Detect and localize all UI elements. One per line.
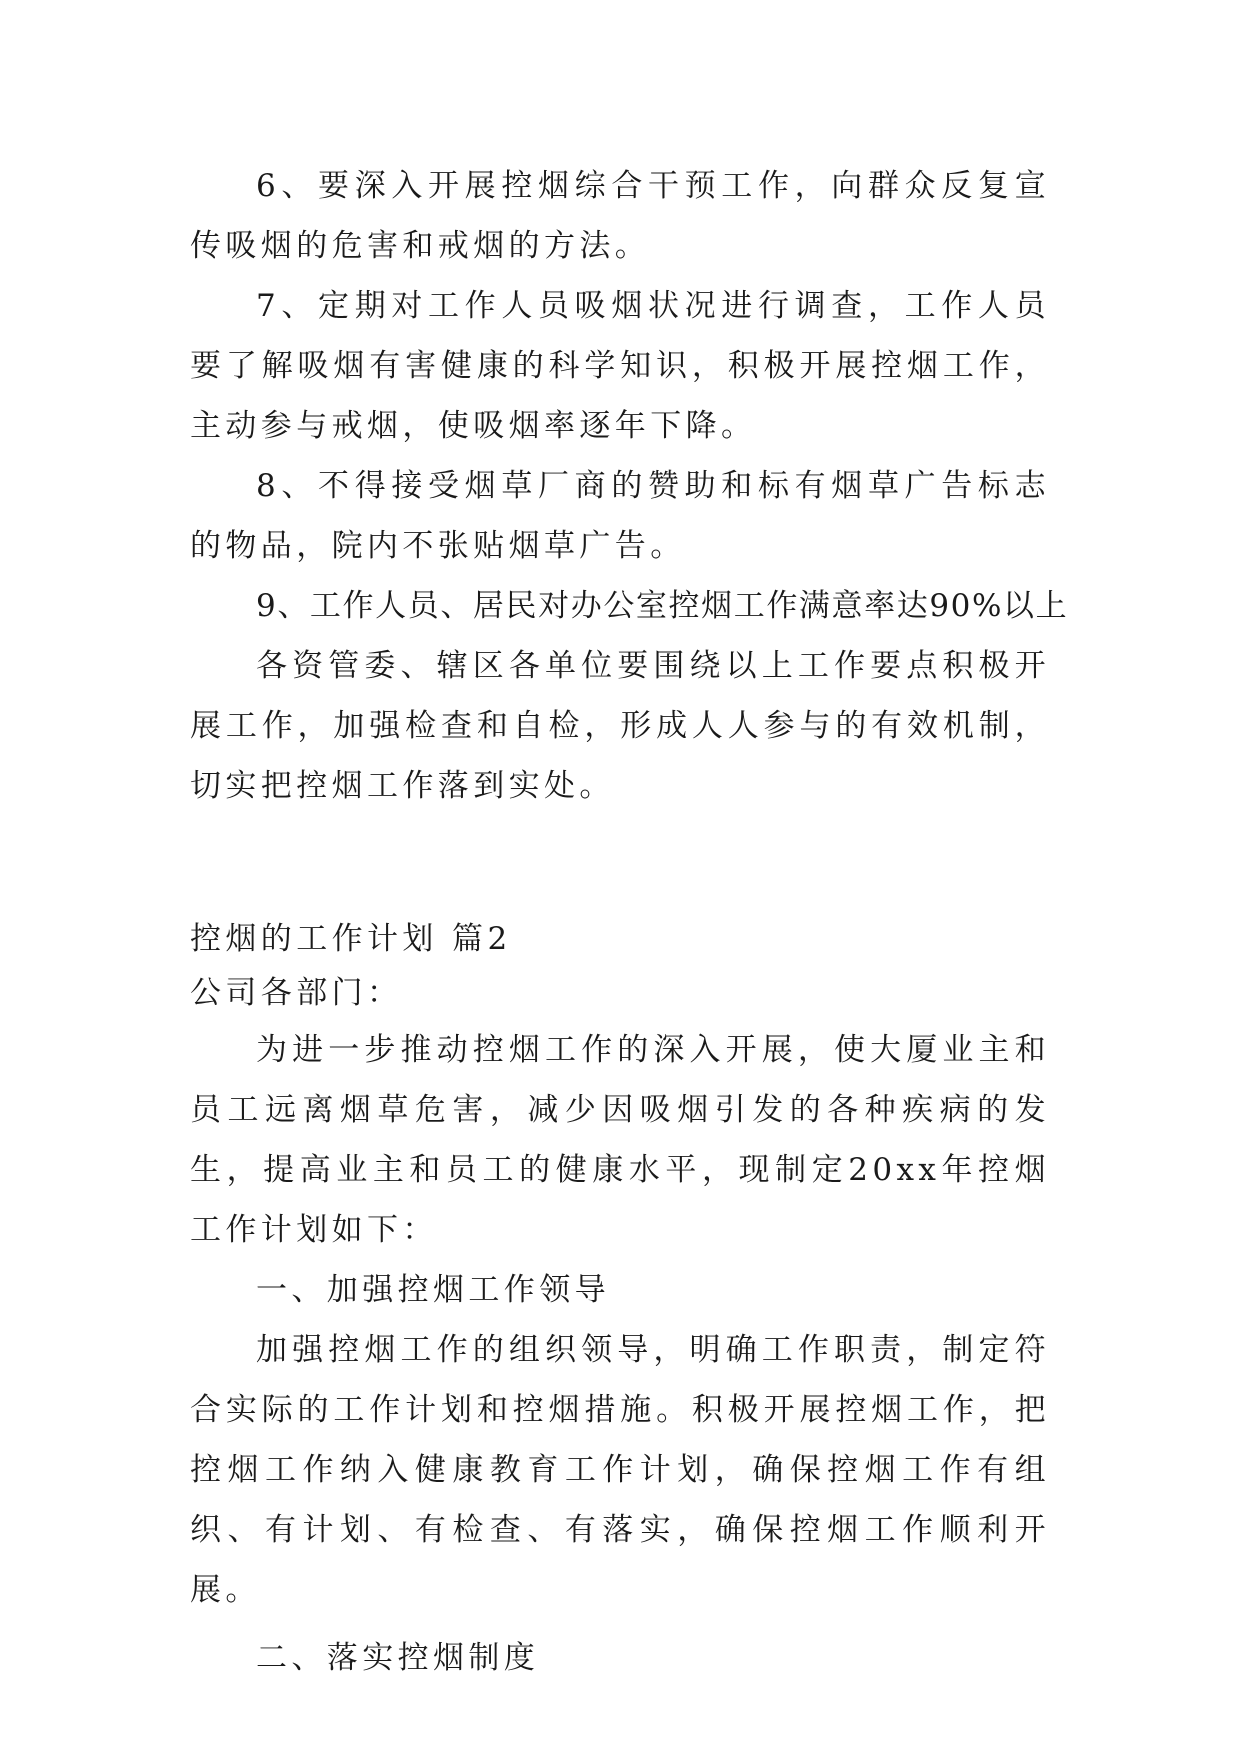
paragraph-item-6: 6、要深入开展控烟综合干预工作，向群众反复宣传吸烟的危害和戒烟的方法。 <box>190 168 1050 264</box>
plan-items-section <box>190 156 1069 816</box>
paragraph-closing: 各资管委、辖区各单位要围绕以上工作要点积极开展工作，加强检查和自检，形成人人参与的有效机制，切实把控烟工作落到实处。 <box>190 648 1050 804</box>
intro-paragraph: 为进一步推动控烟工作的深入开展，使大厦业主和员工远离烟草危害，减少因吸烟引发的各种疾病的发生，提高业主和员工的健康水平，现制定20xx年控烟工作计划如下： <box>190 1032 1050 1248</box>
section-2 <box>190 912 1050 1688</box>
salutation: 公司各部门： <box>190 975 403 1011</box>
body-paragraph-1: 加强控烟工作的组织领导，明确工作职责，制定符合实际的工作计划和控烟措施。积极开展控烟工作，把控烟工作纳入健康教育工作计划，确保控烟工作有组织、有计划、有检查、有落实，确保控烟工作顺利开展。 <box>190 1332 1050 1608</box>
paragraph-item-9: 9、工作人员、居民对办公室控烟工作满意率达90%以上 <box>256 588 1069 624</box>
heading-1: 一、加强控烟工作领导 <box>256 1272 610 1308</box>
section-title: 控烟的工作计划 篇2 <box>190 921 512 957</box>
heading-2: 二、落实控烟制度 <box>256 1640 540 1676</box>
paragraph-item-7: 7、定期对工作人员吸烟状况进行调查，工作人员要了解吸烟有害健康的科学知识，积极开展控烟工作，主动参与戒烟，使吸烟率逐年下降。 <box>190 288 1050 444</box>
paragraph-item-8: 8、不得接受烟草厂商的赞助和标有烟草广告标志的物品，院内不张贴烟草广告。 <box>190 468 1050 564</box>
